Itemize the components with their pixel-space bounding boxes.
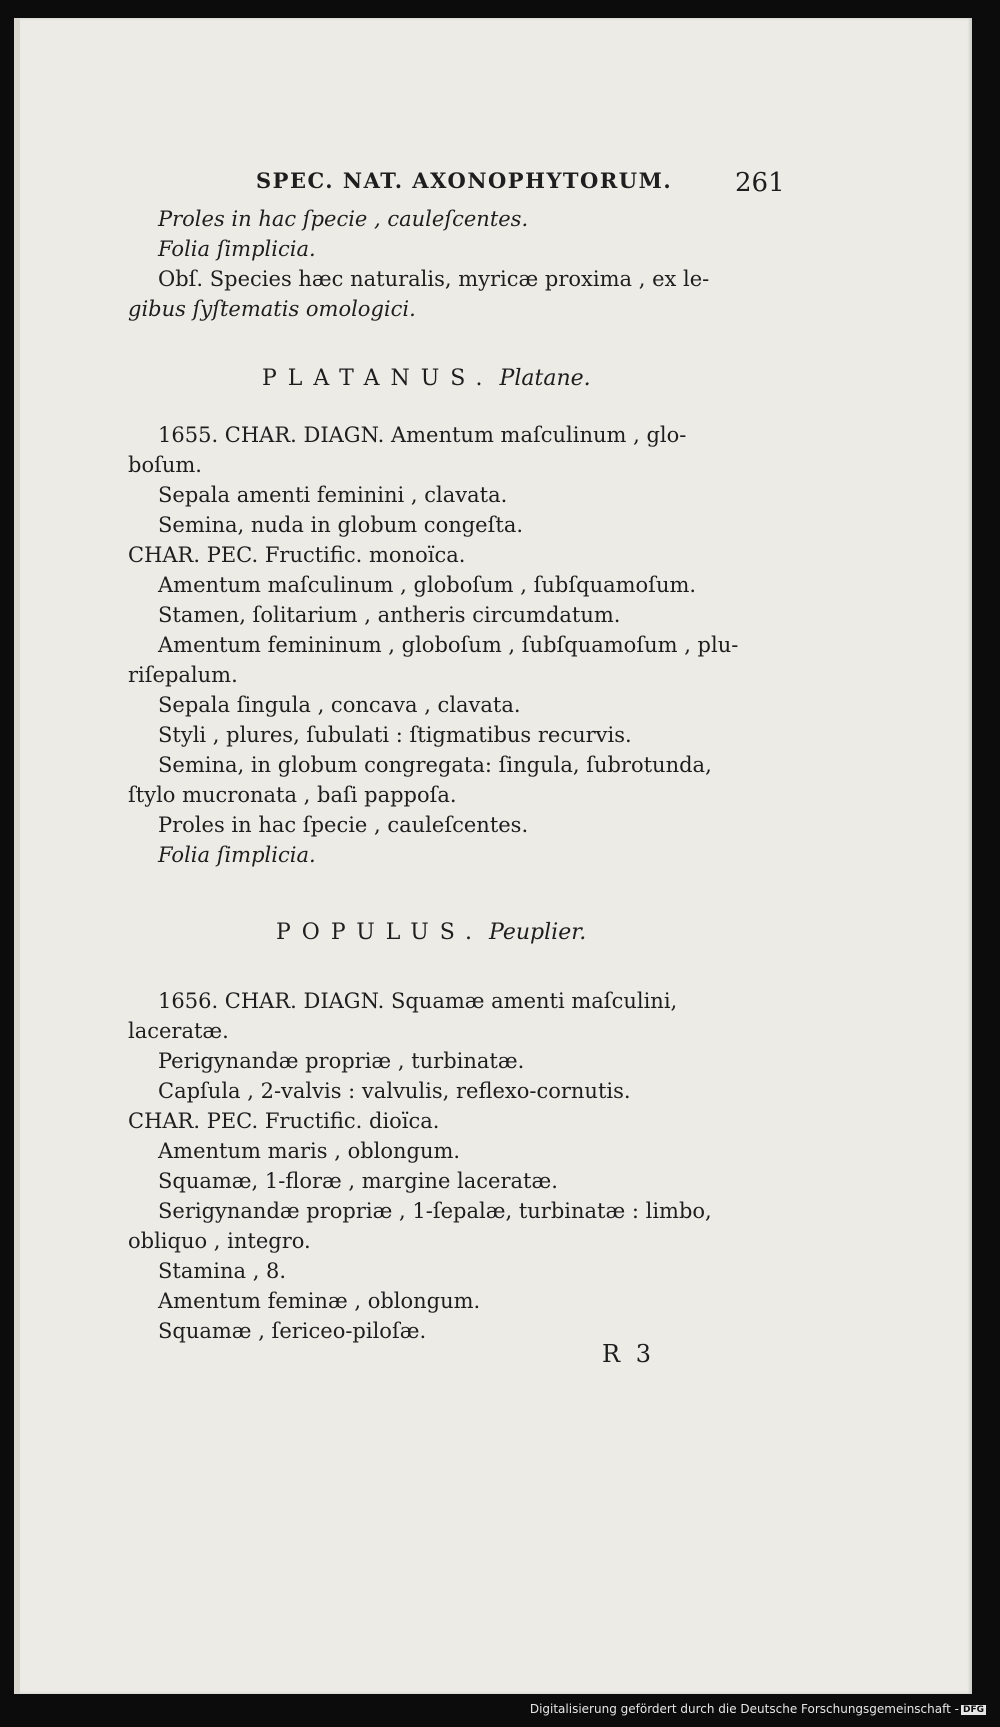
text-line: Sepala ſingula , concava , clavata. bbox=[158, 693, 521, 717]
text-line: Amentum feminæ , oblongum. bbox=[158, 1289, 481, 1313]
text-line: Proles in hac ſpecie , cauleſcentes. bbox=[158, 207, 529, 231]
text-line: 1655. CHAR. DIAGN. Amentum maſculinum , glo- bbox=[158, 423, 687, 447]
text-line: Semina, in globum congregata: ſingula, ſubrotunda, bbox=[158, 753, 712, 777]
text-line: Stamen, ſolitarium , antheris circumdatum. bbox=[158, 603, 621, 627]
text-line: Semina, nuda in globum congeſta. bbox=[158, 513, 524, 537]
text-line: Squamæ , ſericeo-piloſæ. bbox=[158, 1319, 427, 1343]
text-line: Amentum maſculinum , globoſum , ſubſquamoſum. bbox=[158, 573, 697, 597]
text-line: Stamina , 8. bbox=[158, 1259, 287, 1283]
book-page bbox=[14, 18, 972, 1694]
text-line: gibus ſyſtematis omologici. bbox=[128, 297, 416, 321]
text-line: Serigynandæ propriæ , 1-ſepalæ, turbinatæ : limbo, bbox=[158, 1199, 712, 1223]
text-line: Styli , plures, ſubulati : ſtigmatibus recurvis. bbox=[158, 723, 632, 747]
dfg-logo: DFG bbox=[962, 1704, 984, 1715]
running-title: SPEC. NAT. AXONOPHYTORUM. bbox=[256, 168, 673, 193]
text-line: Amentum maris , oblongum. bbox=[158, 1139, 461, 1163]
text-line: Obſ. Species hæc naturalis, myricæ proxima , ex le- bbox=[158, 267, 710, 291]
genus-heading-populus bbox=[276, 920, 586, 945]
text-line: boſum. bbox=[128, 453, 202, 477]
genus-name: POPULUS. bbox=[276, 920, 484, 945]
genus-french-name: Platane. bbox=[499, 366, 591, 391]
text-line: Perigynandæ propriæ , turbinatæ. bbox=[158, 1049, 525, 1073]
text-line: 1656. CHAR. DIAGN. Squamæ amenti maſculini, bbox=[158, 989, 678, 1013]
genus-french-name: Peuplier. bbox=[489, 920, 587, 945]
text-line: laceratæ. bbox=[128, 1019, 229, 1043]
credit-text: Digitalisierung gefördert durch die Deutsche Forschungsgemeinschaft - bbox=[529, 1702, 959, 1716]
text-line: riſepalum. bbox=[128, 663, 238, 687]
text-line: Amentum femininum , globoſum , ſubſquamoſum , plu- bbox=[158, 633, 739, 657]
genus-name: PLATANUS. bbox=[262, 366, 494, 391]
text-line: Sepala amenti feminini , clavata. bbox=[158, 483, 508, 507]
text-line: Capſula , 2-valvis : valvulis, reflexo-cornutis. bbox=[158, 1079, 631, 1103]
text-line: CHAR. PEC. Fructific. dioïca. bbox=[128, 1109, 440, 1133]
text-line: obliquo , integro. bbox=[128, 1229, 311, 1253]
page-number: 261 bbox=[735, 168, 785, 198]
genus-heading-platanus bbox=[262, 366, 591, 391]
text-line: Proles in hac ſpecie , cauleſcentes. bbox=[158, 813, 529, 837]
text-line: CHAR. PEC. Fructific. monoïca. bbox=[128, 543, 466, 567]
digitization-credit bbox=[0, 1702, 1000, 1716]
text-line: ſtylo mucronata , baſi pappoſa. bbox=[128, 783, 457, 807]
signature-mark: R 3 bbox=[602, 1340, 655, 1368]
text-line: Folia ſimplicia. bbox=[158, 843, 316, 867]
text-line: Squamæ, 1-floræ , margine laceratæ. bbox=[158, 1169, 558, 1193]
text-line: Folia ſimplicia. bbox=[158, 237, 316, 261]
